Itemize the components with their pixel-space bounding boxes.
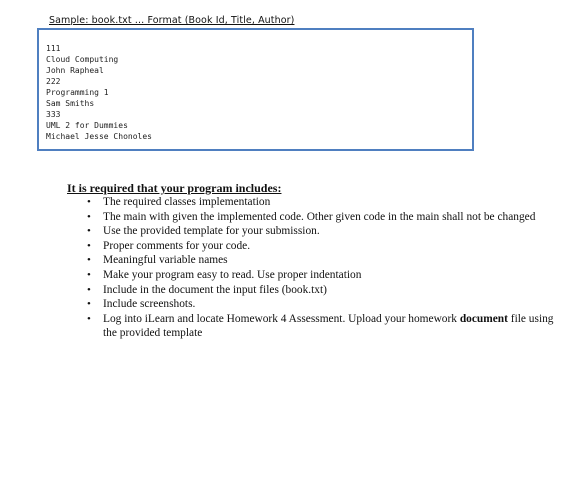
requirement-text: The main with given the implemented code. Other given code in the main shall not be changed xyxy=(103,210,536,223)
requirement-text: Meaningful variable names xyxy=(103,254,228,267)
sample-line: Michael Jesse Chonoles xyxy=(46,132,152,141)
requirement-item xyxy=(67,210,567,225)
bullet-icon: • xyxy=(87,210,91,223)
sample-line: 111 xyxy=(46,44,61,53)
requirement-text: Use the provided template for your submission. xyxy=(103,225,320,238)
requirement-text: Include in the document the input files (book.txt) xyxy=(103,283,327,296)
sample-file-box xyxy=(37,28,474,151)
requirement-item xyxy=(67,283,567,298)
requirement-item xyxy=(67,268,567,283)
requirement-text: Make your program easy to read. Use proper indentation xyxy=(103,268,362,281)
bullet-icon: • xyxy=(87,254,91,267)
bullet-icon: • xyxy=(87,239,91,252)
sample-caption: Sample: book.txt … Format (Book Id, Title, Author) xyxy=(49,15,295,26)
requirement-text: The required classes implementation xyxy=(103,196,271,208)
requirement-item xyxy=(67,312,567,341)
requirement-item xyxy=(67,297,567,312)
sample-line: 222 xyxy=(46,77,61,86)
bullet-icon: • xyxy=(87,283,91,296)
requirement-emphasis: document xyxy=(459,312,508,325)
requirements-list xyxy=(67,195,567,341)
bullet-icon: • xyxy=(87,225,91,238)
requirement-item xyxy=(67,195,567,210)
requirement-text: Log into iLearn and locate Homework 4 Assessment. Upload your homework xyxy=(103,312,460,325)
sample-line: Programming 1 xyxy=(46,88,109,97)
sample-line: John Rapheal xyxy=(46,66,104,75)
requirements-heading: It is required that your program includes: xyxy=(67,181,282,195)
sample-line: Sam Smiths xyxy=(46,99,95,108)
bullet-icon: • xyxy=(87,298,91,311)
bullet-icon: • xyxy=(87,196,91,208)
requirement-text: Include screenshots. xyxy=(103,298,196,311)
requirement-text: file using the provided template xyxy=(103,312,554,340)
sample-line: Cloud Computing xyxy=(46,55,119,64)
requirement-item xyxy=(67,253,567,268)
requirement-item xyxy=(67,224,567,239)
sample-line: UML 2 for Dummies xyxy=(46,121,128,130)
sample-line: 333 xyxy=(46,110,61,119)
bullet-icon: • xyxy=(87,268,91,281)
requirements-section xyxy=(67,181,567,341)
requirement-item xyxy=(67,239,567,254)
bullet-icon: • xyxy=(87,312,91,325)
requirement-text: Proper comments for your code. xyxy=(103,239,251,252)
